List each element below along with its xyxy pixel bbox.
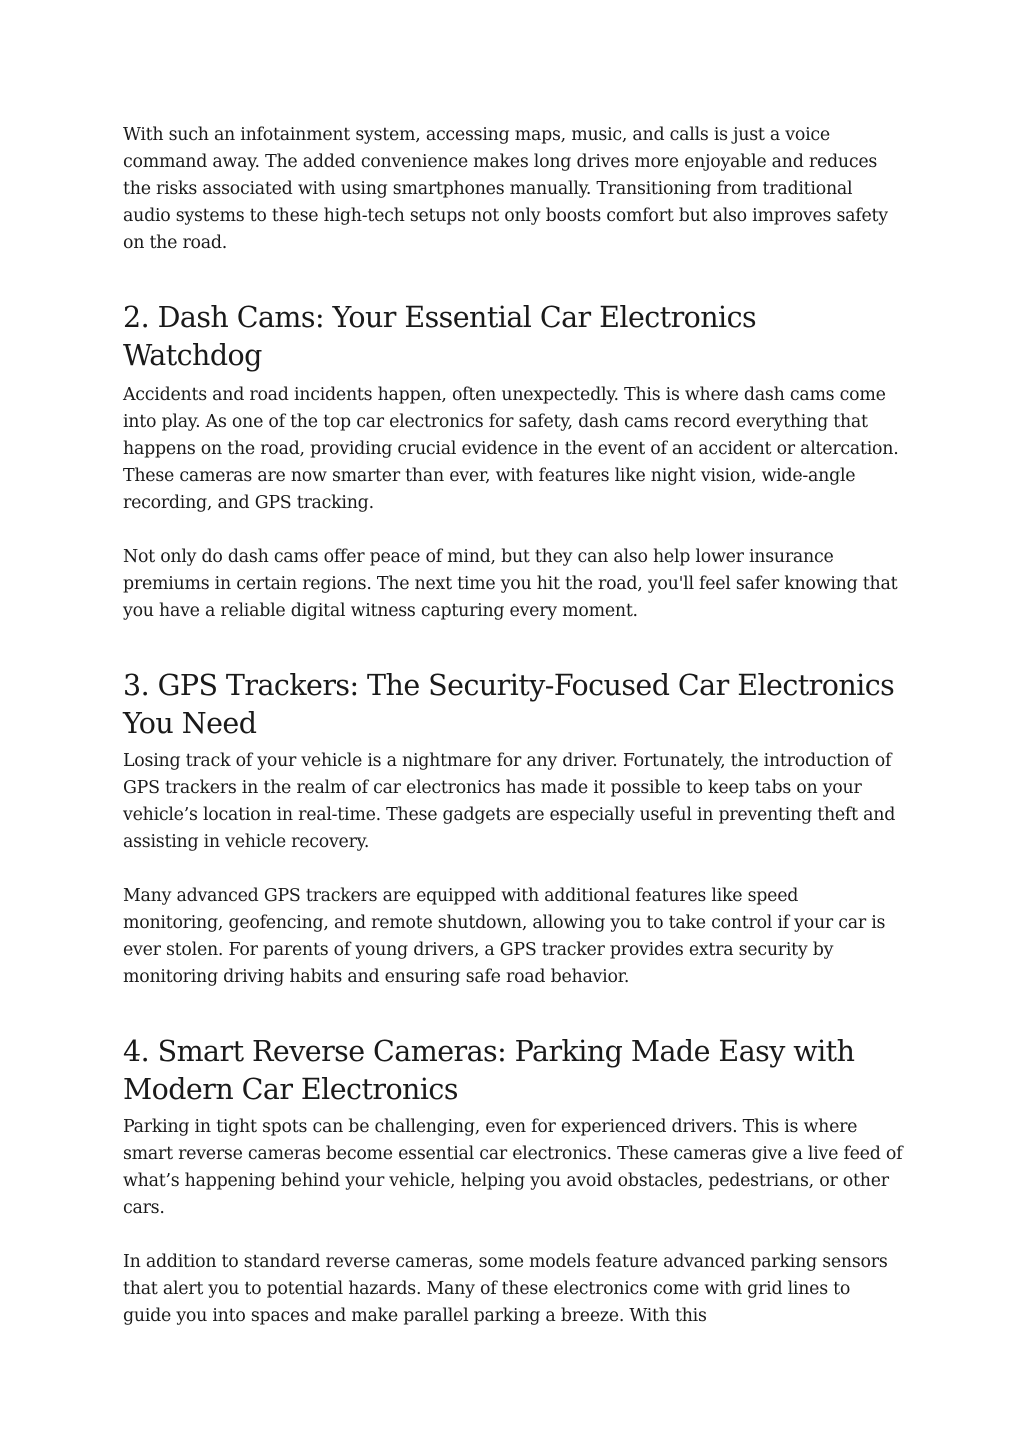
gps-trackers-paragraph-1: Losing track of your vehicle is a nightmare for any driver. Fortunately, the introduction of GPS trackers in the realm of car electronics has made it possible to keep tabs on your vehicle’s location in real-time. These gadgets are especially useful in preventing theft and assisting in vehicle recovery. — [123, 751, 896, 852]
section-heading-gps-trackers: 3. GPS Trackers: The Security-Focused Car Electronics You Need — [123, 669, 895, 740]
intro-paragraph: With such an infotainment system, accessing maps, music, and calls is just a voice command away. The added convenience makes long drives more enjoyable and reduces the risks associated with using smartphones manually. Transitioning from traditional audio systems to these high-tech setups not only boosts comfort but also improves safety on the road. — [123, 125, 888, 253]
section-heading-reverse-cameras: 4. Smart Reverse Cameras: Parking Made Easy with Modern Car Electronics — [123, 1035, 855, 1106]
gps-trackers-paragraph-2: Many advanced GPS trackers are equipped with additional features like speed monitoring, geofencing, and remote shutdown, allowing you to take control if your car is ever stolen. For parents of young drivers, a GPS tracker provides extra security by monitoring driving habits and ensuring safe road behavior. — [123, 886, 886, 987]
dash-cams-paragraph-1: Accidents and road incidents happen, often unexpectedly. This is where dash cams come into play. As one of the top car electronics for safety, dash cams record everything that happens on the road, providing crucial evidence in the event of an accident or altercation. These cameras are now smarter than ever, with features like night vision, wide-angle recording, and GPS tracking. — [123, 385, 899, 513]
section-heading-dash-cams: 2. Dash Cams: Your Essential Car Electronics Watchdog — [123, 301, 757, 372]
reverse-cameras-paragraph-2: In addition to standard reverse cameras, some models feature advanced parking sensors that alert you to potential hazards. Many of these electronics come with grid lines to guide you into spaces and make parallel parking a breeze. With this — [123, 1252, 888, 1326]
dash-cams-paragraph-2: Not only do dash cams offer peace of mind, but they can also help lower insurance premiums in certain regions. The next time you hit the road, you'll feel safer knowing that you have a reliable digital witness capturing every moment. — [123, 547, 898, 621]
reverse-cameras-paragraph-1: Parking in tight spots can be challenging, even for experienced drivers. This is where smart reverse cameras become essential car electronics. These cameras give a live feed of what’s happening behind your vehicle, helping you avoid obstacles, pedestrians, or other cars. — [123, 1117, 903, 1218]
document-page — [123, 122, 903, 1330]
